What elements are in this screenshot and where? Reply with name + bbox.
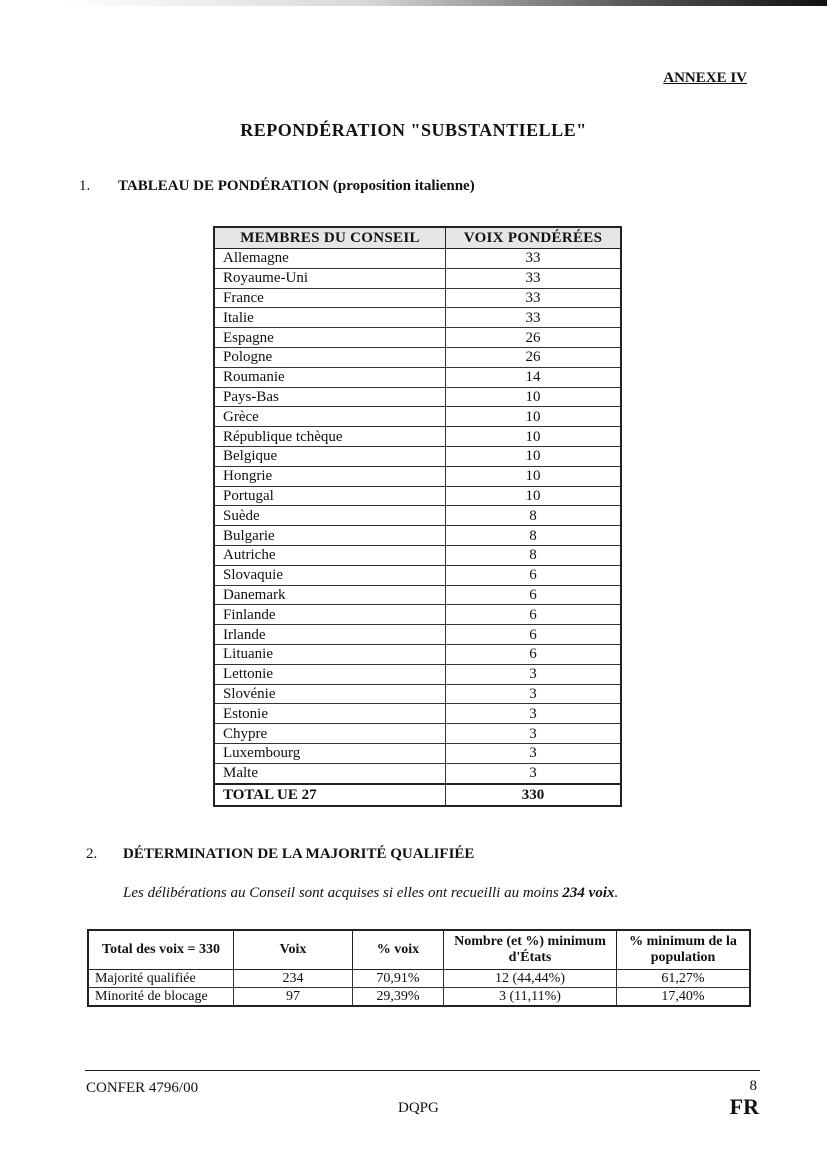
table-row: [214, 466, 621, 486]
member-votes: 33: [446, 268, 622, 288]
table-row: [88, 988, 750, 1007]
member-name: Hongrie: [214, 466, 446, 486]
member-name: Suède: [214, 506, 446, 526]
member-name: Pays-Bas: [214, 387, 446, 407]
member-votes: 6: [446, 644, 622, 664]
footer-page-number: 8: [749, 1078, 757, 1094]
member-votes: 26: [446, 347, 622, 367]
footer-language: FR: [729, 1094, 759, 1119]
table-row: [214, 268, 621, 288]
intro-threshold: 234 voix: [562, 885, 615, 901]
table-row: [214, 605, 621, 625]
table-row: [214, 644, 621, 664]
qmv-table-body: [88, 970, 750, 1007]
table-row: [214, 526, 621, 546]
member-votes: 3: [446, 743, 622, 763]
qmv-table: [87, 929, 751, 1007]
member-name: République tchèque: [214, 427, 446, 447]
qmv-population: 61,27%: [617, 970, 751, 988]
total-row: [214, 784, 621, 806]
member-votes: 6: [446, 625, 622, 645]
qmv-population: 17,40%: [617, 988, 751, 1007]
member-votes: 10: [446, 446, 622, 466]
qmv-states: 3 (11,11%): [444, 988, 617, 1007]
member-votes: 10: [446, 486, 622, 506]
table-row: [214, 249, 621, 269]
header-votes: VOIX PONDÉRÉES: [446, 227, 622, 249]
member-votes: 33: [446, 288, 622, 308]
member-name: Autriche: [214, 545, 446, 565]
weights-table-header: [214, 227, 621, 249]
table-row: [214, 486, 621, 506]
member-votes: 10: [446, 407, 622, 427]
section-1-title: TABLEAU DE PONDÉRATION (proposition italienne): [118, 178, 475, 194]
member-votes: 10: [446, 387, 622, 407]
member-votes: 3: [446, 763, 622, 783]
member-name: Estonie: [214, 704, 446, 724]
qmv-votes: 97: [234, 988, 353, 1007]
intro-text: Les délibérations au Conseil sont acquises si elles ont recueilli au moins: [123, 885, 559, 901]
member-votes: 26: [446, 328, 622, 348]
weights-table-body: [214, 249, 621, 806]
footer-divider: [85, 1070, 760, 1071]
header-members: MEMBRES DU CONSEIL: [214, 227, 446, 249]
qmv-row-label: Minorité de blocage: [88, 988, 234, 1007]
footer-doc-code: CONFER 4796/00: [86, 1080, 199, 1096]
qmv-states: 12 (44,44%): [444, 970, 617, 988]
qmv-percent: 70,91%: [353, 970, 444, 988]
member-votes: 8: [446, 545, 622, 565]
member-votes: 33: [446, 308, 622, 328]
member-name: France: [214, 288, 446, 308]
table-row: [214, 347, 621, 367]
member-name: Portugal: [214, 486, 446, 506]
table-row: [214, 704, 621, 724]
qmv-intro: [123, 885, 618, 902]
section-1-number: 1.: [79, 178, 91, 194]
table-row: [214, 585, 621, 605]
total-votes: 330: [446, 784, 622, 806]
page-title: REPONDÉRATION "SUBSTANTIELLE": [240, 120, 587, 140]
section-2-number: 2.: [86, 846, 98, 862]
qmv-header-total: Total des voix = 330: [88, 930, 234, 970]
table-row: [214, 308, 621, 328]
member-name: Espagne: [214, 328, 446, 348]
member-name: Malte: [214, 763, 446, 783]
table-row: [214, 328, 621, 348]
member-name: Allemagne: [214, 249, 446, 269]
member-votes: 3: [446, 684, 622, 704]
table-row: [214, 427, 621, 447]
member-votes: 8: [446, 506, 622, 526]
member-votes: 3: [446, 704, 622, 724]
table-row: [214, 743, 621, 763]
member-name: Finlande: [214, 605, 446, 625]
qmv-header-votes: Voix: [234, 930, 353, 970]
table-row: [214, 664, 621, 684]
section-2-title: DÉTERMINATION DE LA MAJORITÉ QUALIFIÉE: [123, 846, 475, 862]
member-name: Danemark: [214, 585, 446, 605]
member-name: Irlande: [214, 625, 446, 645]
weights-table: [213, 226, 622, 807]
member-votes: 6: [446, 565, 622, 585]
member-name: Bulgarie: [214, 526, 446, 546]
qmv-table-header: [88, 930, 750, 970]
table-row: [214, 684, 621, 704]
table-row: [214, 506, 621, 526]
member-votes: 6: [446, 605, 622, 625]
member-votes: 8: [446, 526, 622, 546]
member-name: Pologne: [214, 347, 446, 367]
member-votes: 10: [446, 427, 622, 447]
member-name: Grèce: [214, 407, 446, 427]
table-row: [88, 970, 750, 988]
member-name: Luxembourg: [214, 743, 446, 763]
table-row: [214, 625, 621, 645]
table-row: [214, 407, 621, 427]
member-name: Belgique: [214, 446, 446, 466]
member-votes: 3: [446, 724, 622, 744]
intro-end: .: [614, 885, 619, 901]
qmv-header-states: Nombre (et %) minimum d'États: [444, 930, 617, 970]
member-votes: 33: [446, 249, 622, 269]
total-label: TOTAL UE 27: [214, 784, 446, 806]
table-row: [214, 367, 621, 387]
qmv-votes: 234: [234, 970, 353, 988]
qmv-row-label: Majorité qualifiée: [88, 970, 234, 988]
member-name: Slovaquie: [214, 565, 446, 585]
table-row: [214, 446, 621, 466]
table-row: [214, 288, 621, 308]
member-votes: 10: [446, 466, 622, 486]
qmv-header-percent: % voix: [353, 930, 444, 970]
qmv-header-population: % minimum de la population: [617, 930, 751, 970]
table-row: [214, 387, 621, 407]
footer-department: DQPG: [398, 1100, 439, 1116]
top-scan-line: [60, 0, 827, 6]
member-name: Italie: [214, 308, 446, 328]
table-row: [214, 545, 621, 565]
member-votes: 14: [446, 367, 622, 387]
member-name: Roumanie: [214, 367, 446, 387]
member-name: Royaume-Uni: [214, 268, 446, 288]
member-name: Lituanie: [214, 644, 446, 664]
member-name: Chypre: [214, 724, 446, 744]
member-name: Slovénie: [214, 684, 446, 704]
member-votes: 6: [446, 585, 622, 605]
table-row: [214, 763, 621, 783]
member-name: Lettonie: [214, 664, 446, 684]
qmv-percent: 29,39%: [353, 988, 444, 1007]
member-votes: 3: [446, 664, 622, 684]
table-row: [214, 724, 621, 744]
table-row: [214, 565, 621, 585]
annex-label: ANNEXE IV: [663, 70, 747, 86]
